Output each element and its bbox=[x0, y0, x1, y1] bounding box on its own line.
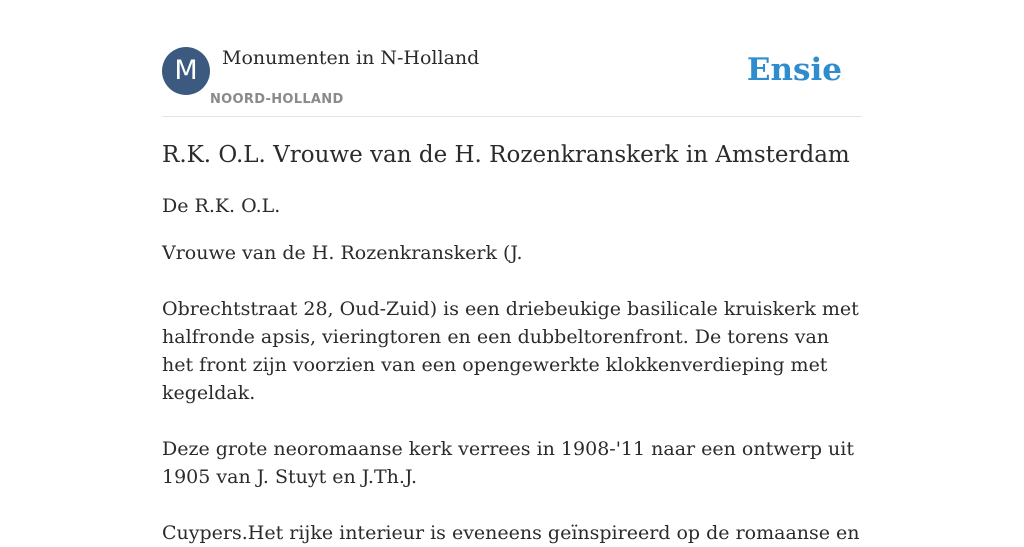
brand-logo[interactable]: Ensie bbox=[746, 52, 842, 88]
page-header bbox=[162, 46, 862, 117]
site-title-link[interactable]: Monumenten in N-Holland bbox=[222, 47, 480, 69]
category-label[interactable]: NOORD-HOLLAND bbox=[210, 92, 344, 107]
article-paragraph: Deze grote neoromaanse kerk verrees in 1908-'11 naar een ontwerp uit 1905 van J. Stuyt en J.Th.J. bbox=[162, 438, 854, 488]
article-paragraph: Vrouwe van de H. Rozenkranskerk (J. bbox=[162, 242, 523, 264]
article bbox=[162, 140, 862, 547]
article-paragraph: De R.K. O.L. bbox=[162, 195, 281, 217]
article-paragraph: Obrechtstraat 28, Oud-Zuid) is een driebeukige basilicale kruiskerk met halfronde apsis, vieringtoren en een dubbeltorenfront. De torens van het front zijn voorzien van een opengewerkte klokkenverdieping met kegeldak. bbox=[162, 298, 859, 404]
article-title: R.K. O.L. Vrouwe van de H. Rozenkranskerk in Amsterdam bbox=[162, 142, 850, 168]
article-paragraph: Cuypers.Het rijke interieur is eveneens geïnspireerd op de romaanse en bbox=[162, 522, 860, 544]
avatar[interactable]: M bbox=[162, 47, 210, 95]
